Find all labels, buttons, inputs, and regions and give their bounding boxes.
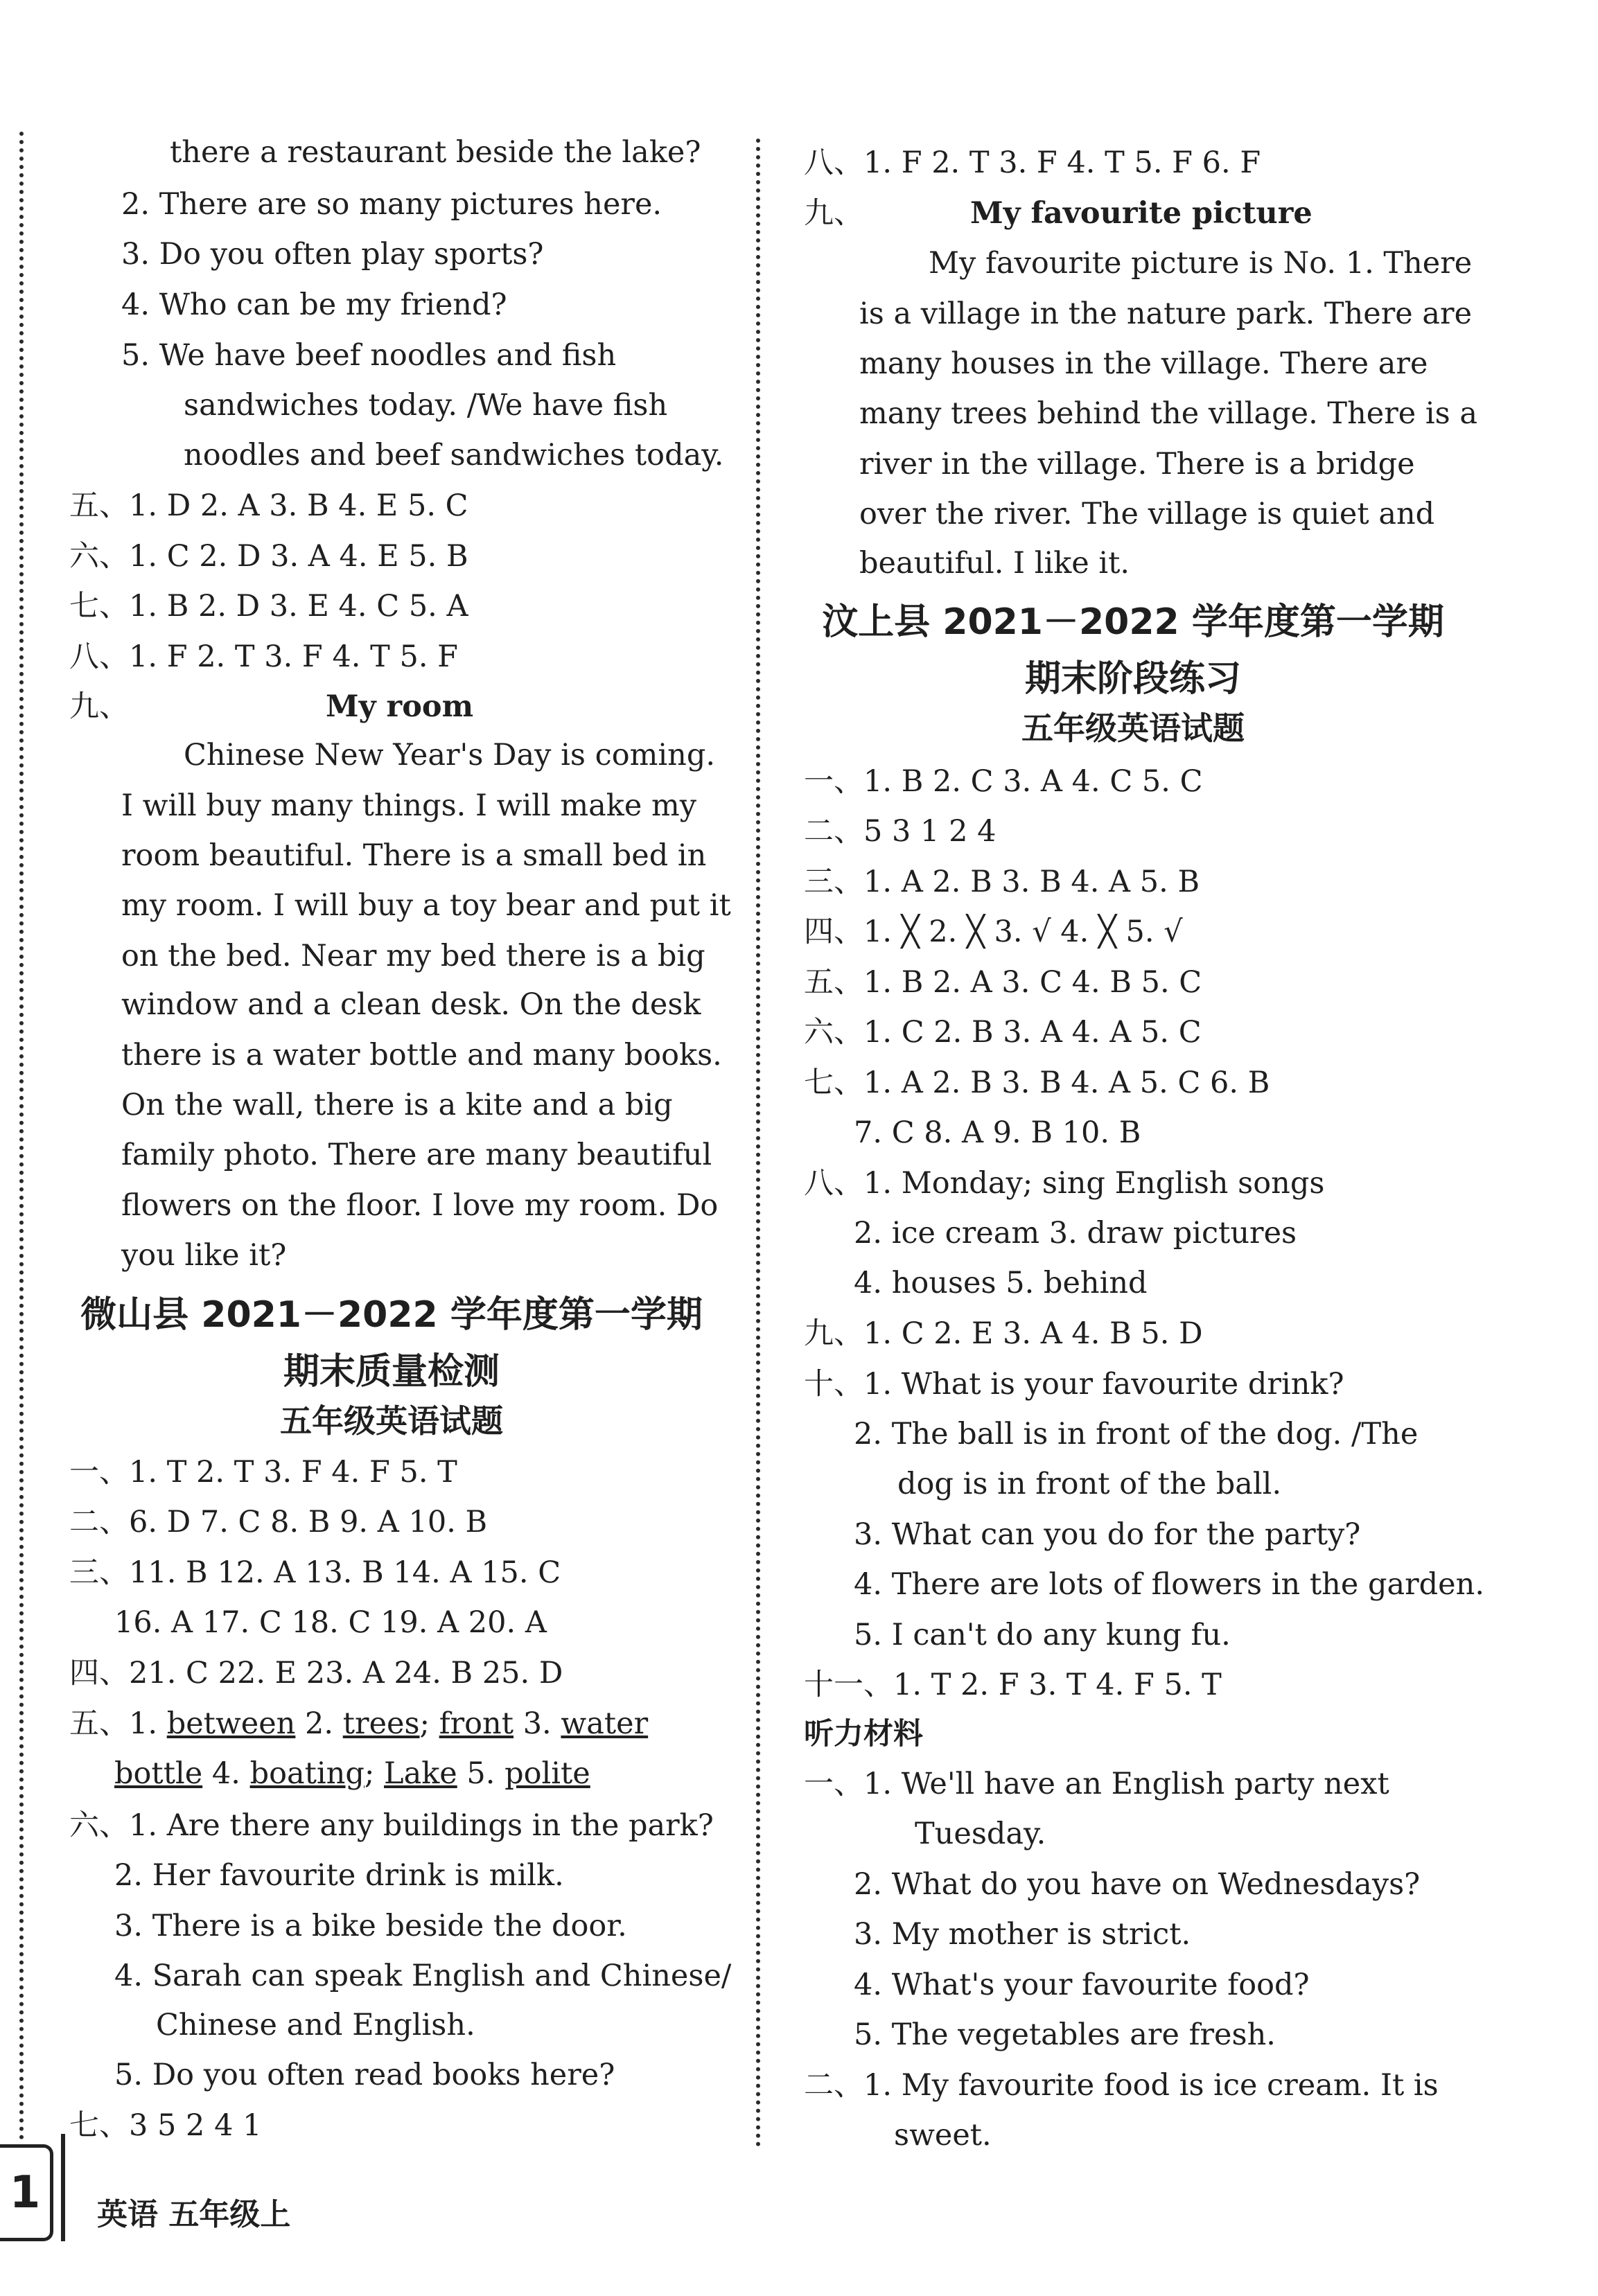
answer-line: 一、1. T 2. T 3. F 4. F 5. T <box>69 1455 457 1490</box>
section-subtitle: 期末质量检测 <box>283 1351 500 1393</box>
answer-line: 2. ice cream 3. draw pictures <box>854 1216 1297 1251</box>
filled-word: trees <box>342 1706 420 1741</box>
answer-line: 16. A 17. C 18. C 19. A 20. A <box>114 1605 547 1640</box>
answer-line: 三、11. B 12. A 13. B 14. A 15. C <box>69 1555 561 1590</box>
answer-line: 十、1. What is your favourite drink? <box>804 1367 1344 1402</box>
filled-word: polite <box>504 1756 590 1791</box>
answer-line: 5. The vegetables are fresh. <box>854 2017 1276 2052</box>
answer-line: 六、1. C 2. B 3. A 4. A 5. C <box>804 1015 1202 1050</box>
answer-line: 4. Sarah can speak English and Chinese/ <box>114 1959 732 1993</box>
answer-line: 3. What can you do for the party? <box>854 1517 1361 1552</box>
filled-word: between <box>166 1706 296 1741</box>
answer-line: 一、1. We'll have an English party next <box>804 1767 1389 1801</box>
fill-blank-line <box>69 1703 648 1745</box>
section-title: 汶上县 2021－2022 学年度第一学期 <box>822 601 1444 643</box>
answer-line: family photo. There are many beautiful <box>121 1138 712 1172</box>
filled-word: water <box>561 1706 649 1741</box>
answer-line: many trees behind the village. There is a <box>859 396 1478 431</box>
left-binding-dots <box>19 132 24 2141</box>
answer-line: room beautiful. There is a small bed in <box>121 838 707 873</box>
line-text: 4. <box>202 1756 250 1791</box>
answer-line: 4. houses 5. behind <box>854 1266 1148 1300</box>
answer-line: 六、1. C 2. D 3. A 4. E 5. B <box>69 539 468 574</box>
essay-title: My room <box>326 689 474 724</box>
answer-line: 九、1. C 2. E 3. A 4. B 5. D <box>804 1316 1203 1351</box>
answer-line: there a restaurant beside the lake? <box>170 135 701 170</box>
section-subtitle: 期末阶段练习 <box>1024 658 1241 700</box>
answer-line: 3. My mother is strict. <box>854 1917 1191 1952</box>
answer-line: 三、1. A 2. B 3. B 4. A 5. B <box>804 865 1200 899</box>
filled-word: front <box>439 1706 514 1741</box>
footer-label: 英语 五年级上 <box>97 2197 291 2232</box>
answer-line: 5. We have beef noodles and fish <box>121 338 617 373</box>
essay-title: My favourite picture <box>970 196 1312 231</box>
answer-line: 五、1. B 2. A 3. C 4. B 5. C <box>804 965 1202 1000</box>
filled-word: Lake <box>384 1756 457 1791</box>
answer-line: 3. There is a bike beside the door. <box>114 1909 627 1943</box>
line-text: 5. <box>457 1756 505 1791</box>
section-heading: 五年级英语试题 <box>1021 709 1245 747</box>
answer-line: sandwiches today. /We have fish <box>184 388 668 423</box>
listening-heading: 听力材料 <box>804 1717 923 1751</box>
answer-line: many houses in the village. There are <box>859 346 1428 381</box>
answer-line: 七、1. A 2. B 3. B 4. A 5. C 6. B <box>804 1066 1270 1100</box>
answer-line: 六、1. Are there any buildings in the park? <box>69 1808 714 1843</box>
line-text: ; <box>419 1706 439 1741</box>
center-binding-dots <box>756 139 760 2148</box>
answer-line: you like it? <box>121 1238 287 1273</box>
filled-word: boating <box>249 1756 365 1791</box>
answer-line: 八、1. Monday; sing English songs <box>804 1166 1325 1201</box>
answer-line: river in the village. There is a bridge <box>859 447 1415 482</box>
answer-line: On the wall, there is a kite and a big <box>121 1088 673 1122</box>
answer-line: Tuesday. <box>915 1817 1046 1851</box>
section-title: 微山县 2021－2022 学年度第一学期 <box>80 1294 703 1336</box>
answer-line: dog is in front of the ball. <box>897 1467 1282 1501</box>
answer-line: 2. What do you have on Wednesdays? <box>854 1867 1421 1902</box>
answer-line: window and a clean desk. On the desk <box>121 987 701 1022</box>
answer-line: 二、1. My favourite food is ice cream. It is <box>804 2068 1439 2103</box>
answer-line: 七、3 5 2 4 1 <box>69 2108 262 2143</box>
answer-line: 2. There are so many pictures here. <box>121 187 662 222</box>
answer-line: 八、1. F 2. T 3. F 4. T 5. F <box>69 639 459 674</box>
answer-line: 二、6. D 7. C 8. B 9. A 10. B <box>69 1505 488 1539</box>
answer-line: my room. I will buy a toy bear and put it <box>121 888 731 923</box>
page-number: 1 <box>0 2144 53 2241</box>
answer-line: is a village in the nature park. There are <box>859 297 1473 331</box>
fill-blank-line <box>114 1753 590 1794</box>
answer-line: 2. The ball is in front of the dog. /The <box>854 1417 1419 1451</box>
answer-line: 2. Her favourite drink is milk. <box>114 1858 564 1893</box>
answer-line: 四、1. ╳ 2. ╳ 3. √ 4. ╳ 5. √ <box>804 915 1183 949</box>
section-heading: 五年级英语试题 <box>280 1402 503 1440</box>
answer-line: 九、 <box>804 196 863 231</box>
answer-line: there is a water bottle and many books. <box>121 1038 722 1072</box>
answer-line: 4. What's your favourite food? <box>854 1968 1310 2002</box>
answer-line: 3. Do you often play sports? <box>121 237 544 272</box>
answer-line: 4. There are lots of flowers in the garden. <box>854 1567 1484 1602</box>
filled-word: bottle <box>114 1756 203 1791</box>
answer-line: 九、 <box>69 689 129 724</box>
answer-line: Chinese and English. <box>156 2008 475 2042</box>
answer-line: My favourite picture is No. 1. There <box>929 246 1473 281</box>
answer-line: 二、5 3 1 2 4 <box>804 814 996 849</box>
answer-line: 4. Who can be my friend? <box>121 288 507 322</box>
answer-line: 7. C 8. A 9. B 10. B <box>854 1115 1141 1150</box>
line-text: 3. <box>513 1706 561 1741</box>
answer-line: sweet. <box>894 2118 992 2153</box>
answer-line: 5. Do you often read books here? <box>114 2058 615 2092</box>
footer-divider <box>61 2134 65 2241</box>
answer-line: 一、1. B 2. C 3. A 4. C 5. C <box>804 764 1203 799</box>
answer-line: over the river. The village is quiet and <box>859 497 1435 531</box>
line-text: 2. <box>295 1706 343 1741</box>
answer-line: Chinese New Year's Day is coming. <box>184 738 716 772</box>
answer-line: 七、1. B 2. D 3. E 4. C 5. A <box>69 589 468 624</box>
line-text: ; <box>364 1756 385 1791</box>
answer-line: 5. I can't do any kung fu. <box>854 1618 1231 1652</box>
answer-line: 四、21. C 22. E 23. A 24. B 25. D <box>69 1656 563 1690</box>
answer-line: I will buy many things. I will make my <box>121 788 697 823</box>
answer-line: 五、1. D 2. A 3. B 4. E 5. C <box>69 488 468 523</box>
line-text: 五、1. <box>69 1706 167 1741</box>
answer-line: on the bed. Near my bed there is a big <box>121 939 705 973</box>
answer-line: 八、1. F 2. T 3. F 4. T 5. F 6. F <box>804 145 1261 180</box>
answer-line: beautiful. I like it. <box>859 546 1130 581</box>
answer-line: flowers on the floor. I love my room. Do <box>121 1188 719 1223</box>
answer-line: noodles and beef sandwiches today. <box>184 438 724 473</box>
answer-line: 十一、1. T 2. F 3. T 4. F 5. T <box>804 1668 1222 1702</box>
